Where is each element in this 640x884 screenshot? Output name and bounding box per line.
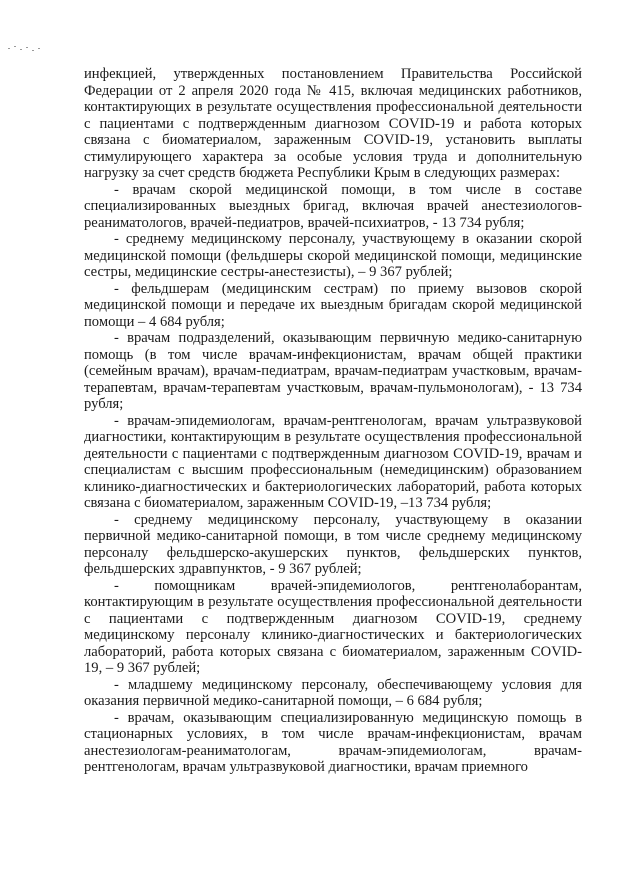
list-item: - врачам подразделений, оказывающим первичную медико-санитарную помощь (в том числе врачам-инфекционистам, врачам общей практики (семейным врачам), врачам-педиатрам, врачам-педиатрам участковым, врачам-терапевтам, врачам-терапевтам участковым, врачам-пульмонологам), - 13 734 рубля; — [84, 330, 582, 412]
list-item: - среднему медицинскому персоналу, участвующему в оказании первичной медико-санитарной помощи, в том числе среднему медицинскому персоналу фельдшерско-акушерских пунктов, фельдшерских пунктов, фельдшерских здравпунктов, - 9 367 рублей; — [84, 511, 582, 577]
document-body — [84, 66, 582, 776]
list-item: - младшему медицинскому персоналу, обеспечивающему условия для оказания первичной медико-санитарной помощи, – 6 684 рубля; — [84, 676, 582, 709]
list-item: - врачам, оказывающим специализированную медицинскую помощь в стационарных условиях, в том числе врачам-инфекционистам, врачам анестезиологам-реаниматологам, врачам-эпидемиологам, врачам-рентгенологам, врачам ультразвуковой диагностики, врачам приемного — [84, 709, 582, 775]
list-item: - врачам скорой медицинской помощи, в том числе в составе специализированных выездных бригад, включая врачей анестезиологов-реаниматологов, врачей-педиатров, врачей-психиатров, - 13 734 рубля; — [84, 181, 582, 231]
list-item: - среднему медицинскому персоналу, участвующему в оказании скорой медицинской помощи (фельдшеры скорой медицинской помощи, медицинские сестры, медицинские сестры-анестезисты), – 9 367 рублей; — [84, 231, 582, 280]
scan-artifact — [8, 46, 48, 60]
list-item: - помощникам врачей-эпидемиологов, рентгенолаборантам, контактирующим в результате осуществления профессиональной деятельности с пациентами с подтвержденным диагнозом COVID-19, среднему медицинскому персоналу клинико-диагностических и бактериологических лабораторий, работа которых связана с биоматериалом, зараженным COVID-19, – 9 367 рублей; — [84, 577, 582, 676]
list-item: - врачам-эпидемиологам, врачам-рентгенологам, врачам ультразвуковой диагностики, контактирующим в результате осуществления профессиональной деятельности с пациентами с подтвержденным диагнозом COVID-19, врачам и специалистам с высшим профессиональным (немедицинским) образованием клинико-диагностических и бактериологических лабораторий, работа которых связана с биоматериалом, зараженным COVID-19, –13 734 рубля; — [84, 412, 582, 511]
intro-paragraph: инфекцией, утвержденных постановлением Правительства Российской Федерации от 2 апреля 2020 года № 415, включая медицинских работников, контактирующих в результате осуществления профессиональной деятельности с пациентами с подтвержденным диагнозом COVID-19 и работа которых связана с биоматериалом, зараженным COVID-19, установить выплаты стимулирующего характера за особые условия труда и дополнительную нагрузку за счет средств бюджета Республики Крым в следующих размерах: — [84, 66, 582, 181]
list-item: - фельдшерам (медицинским сестрам) по приему вызовов скорой медицинской помощи и передаче их выездным бригадам скорой медицинской помощи – 4 684 рубля; — [84, 280, 582, 330]
